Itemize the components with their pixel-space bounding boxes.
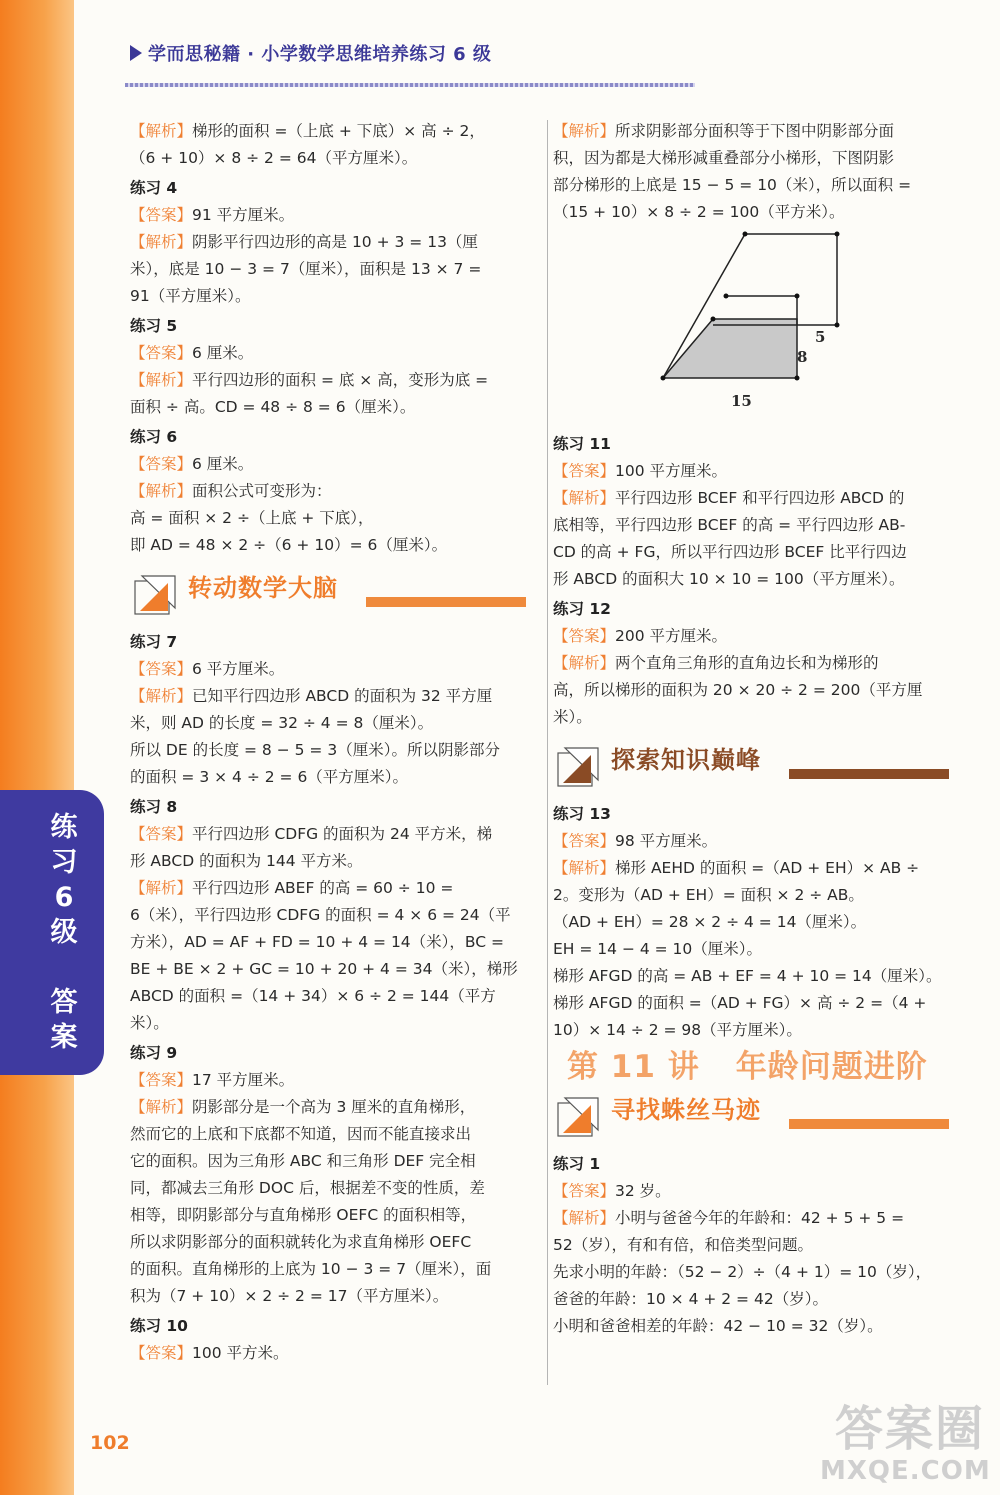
side-tab-char: 习 — [50, 847, 78, 878]
section-title: 寻找蛛丝马迹 — [611, 1096, 761, 1124]
analysis-tag: 【解析】 — [130, 879, 193, 897]
exercise-heading: 练习 12 — [553, 600, 611, 618]
text-line: 相等，即阴影部分与直角梯形 OEFC 的面积相等， — [130, 1206, 477, 1224]
side-tab-char: 练 — [50, 812, 78, 843]
text-line: 【解析】阴影部分是一个高为 3 厘米的直角梯形， — [130, 1098, 476, 1116]
side-tab-char: 6 — [54, 882, 74, 913]
text-line: 【解析】平行四边形 ABEF 的高 = 60 ÷ 10 = — [130, 879, 454, 897]
exercise-heading: 练习 4 — [130, 179, 178, 197]
trapezoid-figure — [593, 228, 953, 428]
text-line: 高，所以梯形的面积为 20 × 20 ÷ 2 = 200（平方厘 — [553, 681, 923, 699]
answer-tag: 【答案】 — [130, 1344, 193, 1362]
left-column — [130, 118, 535, 1367]
answer-line: 【答案】100 平方米。 — [130, 1344, 289, 1362]
answer-line: 【答案】91 平方厘米。 — [130, 206, 295, 224]
text-line: 然而它的上底和下底都不知道，因而不能直接求出 — [130, 1125, 472, 1143]
text-line: 方米），AD = AF + FD = 10 + 4 = 14（米），BC = — [130, 933, 505, 951]
analysis-tag: 【解析】 — [553, 489, 616, 507]
column-divider — [547, 120, 548, 1385]
text-line: 的面积。直角梯形的上底为 10 − 3 = 7（厘米），面 — [130, 1260, 492, 1278]
section-heading-explore-peak — [553, 745, 958, 789]
answer-tag: 【答案】 — [553, 832, 616, 850]
section-corner-icon — [557, 747, 599, 787]
exercise-heading: 练习 5 — [130, 317, 178, 335]
answer-line: 【答案】平行四边形 CDFG 的面积为 24 平方米，梯 — [130, 825, 493, 843]
text-line: 所以 DE 的长度 = 8 − 5 = 3（厘米）。所以阴影部分 — [130, 741, 500, 759]
exercise-heading: 练习 6 — [130, 428, 178, 446]
text-line: （AD + EH）= 28 × 2 ÷ 4 = 14（厘米）。 — [553, 913, 867, 931]
analysis-tag: 【解析】 — [130, 371, 193, 389]
header-rule — [125, 83, 695, 87]
text-line: BE + BE × 2 + GC = 10 + 20 + 4 = 34（米），梯形 — [130, 960, 518, 978]
text-line: 形 ABCD 的面积为 144 平方米。 — [130, 852, 363, 870]
answer-tag: 【答案】 — [130, 344, 193, 362]
text-line: 6（米），平行四边形 CDFG 的面积 = 4 × 6 = 24（平 — [130, 906, 511, 924]
text-line: 【解析】两个直角三角形的直角边长和为梯形的 — [553, 654, 879, 672]
answer-line: 【答案】6 平方厘米。 — [130, 660, 285, 678]
text-line: 【解析】平行四边形 BCEF 和平行四边形 ABCD 的 — [553, 489, 905, 507]
analysis-tag: 【解析】 — [553, 122, 616, 140]
answer-line: 【答案】6 厘米。 — [130, 344, 254, 362]
analysis-tag: 【解析】 — [130, 687, 193, 705]
running-header — [130, 40, 491, 66]
side-tab-char: 答 — [50, 987, 78, 1018]
answer-line: 【答案】100 平方厘米。 — [553, 462, 728, 480]
right-column — [553, 118, 958, 1340]
analysis-tag: 【解析】 — [130, 1098, 193, 1116]
text-line: 【解析】已知平行四边形 ABCD 的面积为 32 平方厘 — [130, 687, 493, 705]
exercise-heading: 练习 13 — [553, 805, 611, 823]
exercise-heading: 练习 11 — [553, 435, 611, 453]
exercise-heading: 练习 8 — [130, 798, 178, 816]
answer-tag: 【答案】 — [130, 206, 193, 224]
text-line: 米），底是 10 − 3 = 7（厘米），面积是 13 × 7 = — [130, 260, 482, 278]
text-line: 【解析】所求阴影部分面积等于下图中阴影部分面 — [553, 122, 895, 140]
text-line: 底相等，平行四边形 BCEF 的高 = 平行四边形 AB- — [553, 516, 906, 534]
answer-line: 【答案】17 平方厘米。 — [130, 1071, 295, 1089]
section-bar — [789, 1119, 949, 1129]
text-line: 米）。 — [553, 708, 592, 726]
section-bar — [366, 597, 526, 607]
answer-line: 【答案】32 岁。 — [553, 1182, 671, 1200]
analysis-tag: 【解析】 — [130, 233, 193, 251]
text-line: EH = 14 − 4 = 10（厘米）。 — [553, 940, 763, 958]
header-title: 学而思秘籍 · 小学数学思维培养练习 6 级 — [148, 44, 492, 65]
analysis-tag: 【解析】 — [130, 482, 193, 500]
answer-line: 【答案】200 平方厘米。 — [553, 627, 728, 645]
answer-tag: 【答案】 — [130, 660, 193, 678]
text-line: 91（平方厘米）。 — [130, 287, 251, 305]
text-line: CD 的高 + FG，所以平行四边形 BCEF 比平行四边 — [553, 543, 907, 561]
text-line: 米）。 — [130, 1014, 169, 1032]
analysis-tag: 【解析】 — [553, 859, 616, 877]
play-triangle-icon — [130, 45, 142, 61]
text-line: 【解析】小明与爸爸今年的年龄和：42 + 5 + 5 = — [553, 1209, 905, 1227]
answer-line: 【答案】98 平方厘米。 — [553, 832, 718, 850]
text-line: 梯形 AFGD 的高 = AB + EF = 4 + 10 = 14（厘米）。 — [553, 967, 942, 985]
text-line: 【解析】梯形 AEHD 的面积 =（AD + EH）× AB ÷ — [553, 859, 920, 877]
side-tab-char: 级 — [50, 917, 78, 948]
analysis-tag: 【解析】 — [553, 1209, 616, 1227]
exercise-heading: 练习 10 — [130, 1317, 188, 1335]
answer-tag: 【答案】 — [553, 1182, 616, 1200]
figure-label: 8 — [797, 348, 808, 366]
text-line: 高 = 面积 × 2 ÷（上底 + 下底）， — [130, 509, 374, 527]
answer-tag: 【答案】 — [553, 627, 616, 645]
exercise-heading: 练习 7 — [130, 633, 178, 651]
text-line: 【解析】阴影平行四边形的高是 10 + 3 = 13（厘 — [130, 233, 478, 251]
answer-tag: 【答案】 — [553, 462, 616, 480]
exercise-heading: 练习 1 — [553, 1155, 601, 1173]
text-line: 梯形 AFGD 的面积 =（AD + FG）× 高 ÷ 2 =（4 + — [553, 994, 927, 1012]
side-tab-char: 案 — [50, 1022, 78, 1053]
text-line: 【解析】平行四边形的面积 = 底 × 高，变形为底 = — [130, 371, 489, 389]
text-line: 它的面积。因为三角形 ABC 和三角形 DEF 完全相 — [130, 1152, 476, 1170]
text-line: ABCD 的面积 =（14 + 34）× 6 ÷ 2 = 144（平方 — [130, 987, 496, 1005]
text-line: 所以求阴影部分的面积就转化为求直角梯形 OEFC — [130, 1233, 472, 1251]
lecture-number: 第 11 讲 — [567, 1049, 700, 1085]
text-line: 的面积 = 3 × 4 ÷ 2 = 6（平方厘米）。 — [130, 768, 409, 786]
lecture-title — [567, 1049, 958, 1085]
section-corner-icon — [134, 575, 176, 615]
watermark-url: MXQE.COM — [820, 1456, 991, 1486]
answer-line: 【答案】6 厘米。 — [130, 455, 254, 473]
section-heading-find-clues — [553, 1095, 958, 1139]
exercise-heading: 练习 9 — [130, 1044, 178, 1062]
side-tab — [0, 790, 104, 1075]
section-bar — [789, 769, 949, 779]
answer-tag: 【答案】 — [130, 1071, 193, 1089]
section-corner-icon — [557, 1097, 599, 1137]
figure-label: 15 — [731, 392, 752, 410]
text-line: 【解析】面积公式可变形为： — [130, 482, 332, 500]
text-line: 同，都减去三角形 DOC 后，根据差不变的性质，差 — [130, 1179, 485, 1197]
section-heading-rotate-brain — [130, 573, 535, 617]
text-line: 10）× 14 ÷ 2 = 98（平方厘米）。 — [553, 1021, 802, 1039]
text-line: 【解析】梯形的面积 =（上底 + 下底）× 高 ÷ 2， — [130, 122, 485, 140]
watermark-logo: 答案圈 — [835, 1401, 986, 1457]
text-line: 面积 ÷ 高。CD = 48 ÷ 8 = 6（厘米）。 — [130, 398, 416, 416]
text-line: 米，则 AD 的长度 = 32 ÷ 4 = 8（厘米）。 — [130, 714, 434, 732]
text-line: 52（岁），有和有倍，和倍类型问题。 — [553, 1236, 813, 1254]
text-line: 积为（7 + 10）× 2 ÷ 2 = 17（平方厘米）。 — [130, 1287, 449, 1305]
text-line: （15 + 10）× 8 ÷ 2 = 100（平方米）。 — [553, 203, 845, 221]
text-line: 爸爸的年龄：10 × 4 + 2 = 42（岁）。 — [553, 1290, 828, 1308]
lecture-name: 年龄问题进阶 — [735, 1049, 928, 1085]
analysis-tag: 【解析】 — [553, 654, 616, 672]
text-line: 即 AD = 48 × 2 ÷（6 + 10）= 6（厘米）。 — [130, 536, 448, 554]
text-line: 先求小明的年龄：（52 − 2）÷（4 + 1）= 10（岁）， — [553, 1263, 932, 1281]
section-title: 转动数学大脑 — [188, 574, 338, 602]
text-line: 小明和爸爸相差的年龄：42 − 10 = 32（岁）。 — [553, 1317, 883, 1335]
text-line: 形 ABCD 的面积大 10 × 10 = 100（平方厘米）。 — [553, 570, 905, 588]
side-color-strip — [0, 0, 74, 1495]
trapezoid-diagram — [593, 228, 953, 428]
page-number: 102 — [90, 1432, 130, 1454]
analysis-tag: 【解析】 — [130, 122, 193, 140]
section-title: 探索知识巅峰 — [611, 746, 761, 774]
text-line: （6 + 10）× 8 ÷ 2 = 64（平方厘米）。 — [130, 149, 418, 167]
answer-tag: 【答案】 — [130, 455, 193, 473]
text-line: 2。变形为（AD + EH）= 面积 × 2 ÷ AB。 — [553, 886, 864, 904]
text-line: 部分梯形的上底是 15 − 5 = 10（米），所以面积 = — [553, 176, 912, 194]
text-line: 积，因为都是大梯形减重叠部分小梯形，下图阴影 — [553, 149, 895, 167]
figure-label: 5 — [815, 328, 826, 346]
answer-tag: 【答案】 — [130, 825, 193, 843]
